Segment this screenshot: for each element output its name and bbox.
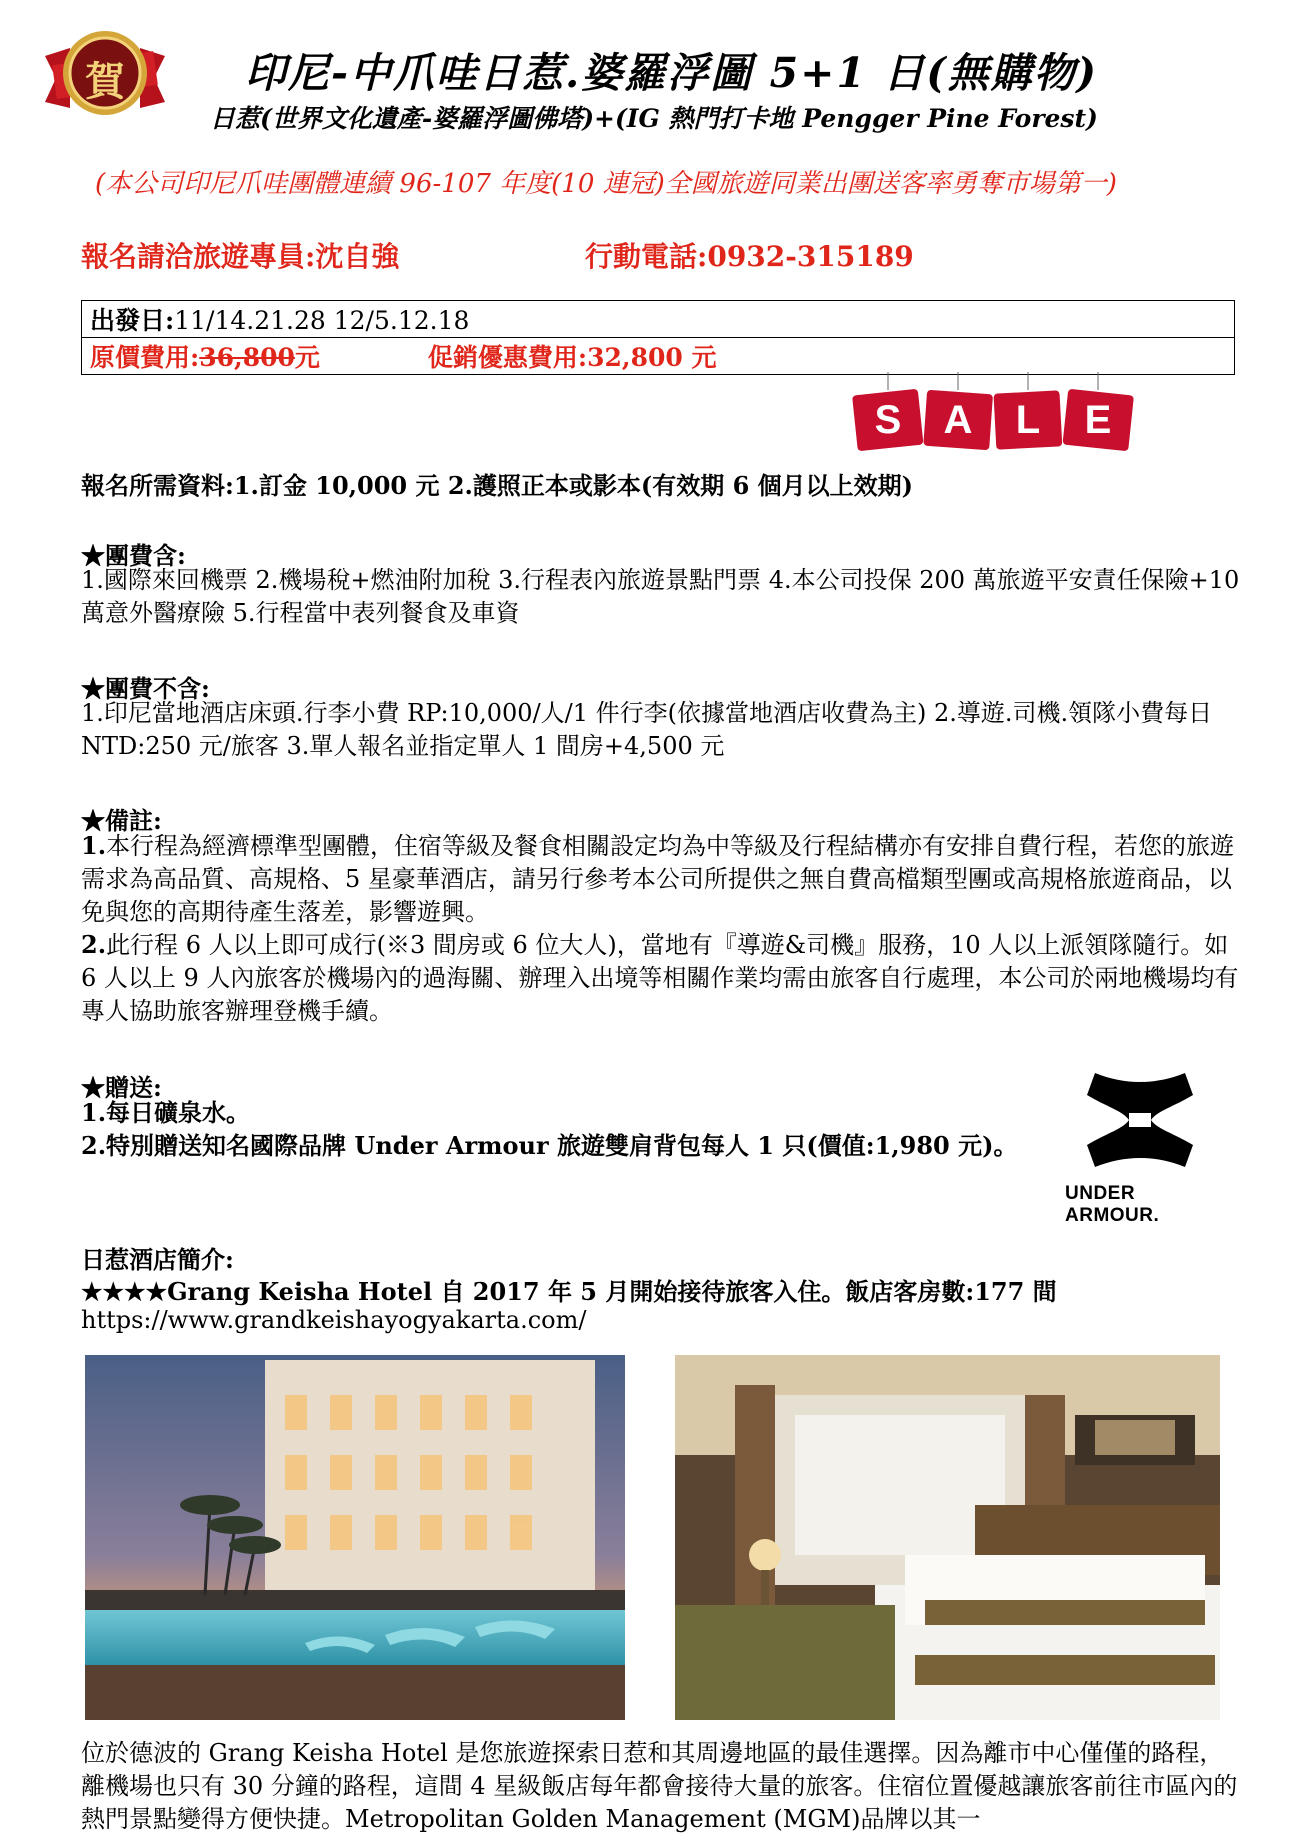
note-2-text: 此行程 6 人以上即可成行(※3 間房或 6 位大人)，當地有『導遊&司機』服務，10 人以上派領隊隨行。如 6 人以上 9 人內旅客於機場內的過海關、辦理入出境等相關作業均需由旅客自行處理，本公司於兩地機場均有專人協助旅客辦理登機手續。 bbox=[81, 931, 1239, 1025]
hotel-heading: 日惹酒店簡介: bbox=[81, 1245, 234, 1274]
sale-tag-e: E bbox=[1084, 398, 1112, 442]
gift-2: 2.特別贈送知名國際品牌 Under Armour 旅遊雙肩背包每人 1 只(價值:1,980 元)。 bbox=[81, 1131, 1018, 1160]
requirements: 報名所需資料:1.訂金 10,000 元 2.護照正本或影本(有效期 6 個月以上效期) bbox=[81, 471, 914, 500]
note-2-number: 2. bbox=[81, 930, 107, 959]
note-1 bbox=[81, 829, 1241, 929]
hotel-description: 位於德波的 Grang Keisha Hotel 是您旅遊探索日惹和其周邊地區的最佳選擇。因為離市中心僅僅的路程，離機場也只有 30 分鐘的路程，這間 4 星級飯店每年都會接待大量的旅客。住宿位置優越讓旅客前往市區內的熱門景點變得方便快捷。Metropolitan Golden Management (MGM)品牌以其一 bbox=[81, 1739, 1238, 1833]
under-armour-logo bbox=[1055, 1065, 1225, 1226]
page-subtitle: 日惹(世界文化遺產-婆羅浮圖佛塔)+(IG 熱門打卡地 Pengger Pine Forest) bbox=[210, 104, 1098, 133]
excludes-heading: ★團費不含: bbox=[81, 674, 210, 703]
hotel-exterior-photo bbox=[85, 1355, 625, 1720]
original-price: 36,800 bbox=[199, 343, 295, 372]
departure-dates: 11/14.21.28 12/5.12.18 bbox=[174, 306, 470, 335]
congrats-badge-icon bbox=[40, 18, 170, 128]
slogan: (本公司印尼爪哇團體連續 96-107 年度(10 連冠)全國旅遊同業出團送客率勇奪市場第一) bbox=[95, 169, 1117, 199]
agent-phone: 行動電話:0932-315189 bbox=[585, 240, 914, 273]
agent-contact: 報名請洽旅遊專員:沈自強 bbox=[81, 240, 400, 273]
departure-label: 出發日: bbox=[90, 306, 175, 335]
sale-banner bbox=[840, 372, 1140, 452]
sale-tag-a: A bbox=[943, 398, 973, 442]
note-1-number: 1. bbox=[81, 831, 107, 860]
gifts-heading: ★贈送: bbox=[81, 1073, 162, 1102]
departure-row bbox=[82, 301, 1235, 338]
hotel-url[interactable]: https://www.grandkeishayogyakarta.com/ bbox=[81, 1306, 587, 1334]
note-2 bbox=[81, 928, 1241, 1028]
hotel-line: ★★★★Grang Keisha Hotel 自 2017 年 5 月開始接待旅客入住。飯店客房數:177 間 bbox=[81, 1277, 1057, 1306]
hotel-room-photo bbox=[675, 1355, 1220, 1720]
gift-1: 1.每日礦泉水。 bbox=[81, 1098, 251, 1127]
page-title: 印尼-中爪哇日惹.婆羅浮圖 5+1 日(無購物) bbox=[245, 49, 1099, 97]
price-row bbox=[82, 338, 1235, 375]
sale-tag-s: S bbox=[874, 398, 902, 442]
sale-tag-l: L bbox=[1015, 398, 1041, 442]
includes-heading: ★團費含: bbox=[81, 541, 186, 570]
departure-table bbox=[81, 300, 1235, 375]
includes-text: 1.國際來回機票 2.機場稅+燃油附加稅 3.行程表內旅遊景點門票 4.本公司投保 200 萬旅遊平安責任保險+10 萬意外醫療險 5.行程當中表列餐食及車資 bbox=[81, 566, 1240, 627]
under-armour-text: UNDER ARMOUR. bbox=[1065, 1183, 1160, 1226]
promo-price: 促銷優惠費用:32,800 元 bbox=[427, 343, 717, 372]
original-price-unit: 元 bbox=[294, 343, 320, 372]
notes-heading: ★備註: bbox=[81, 806, 162, 835]
excludes-text: 1.印尼當地酒店床頭.行李小費 RP:10,000/人/1 件行李(依據當地酒店收費為主) 2.導遊.司機.領隊小費每日 NTD:250 元/旅客 3.單人報名並指定單人 1 間房+4,500 元 bbox=[81, 699, 1213, 760]
badge-char: 賀 bbox=[85, 58, 125, 105]
note-1-text: 本行程為經濟標準型團體，住宿等級及餐食相關設定均為中等級及行程結構亦有安排自費行程，若您的旅遊需求為高品質、高規格、5 星豪華酒店，請另行參考本公司所提供之無自費高檔類型團或高規格旅遊商品，以免與您的高期待產生落差，影響遊興。 bbox=[81, 832, 1235, 926]
original-price-label: 原價費用: bbox=[90, 343, 200, 372]
under-armour-icon bbox=[1055, 1065, 1225, 1175]
